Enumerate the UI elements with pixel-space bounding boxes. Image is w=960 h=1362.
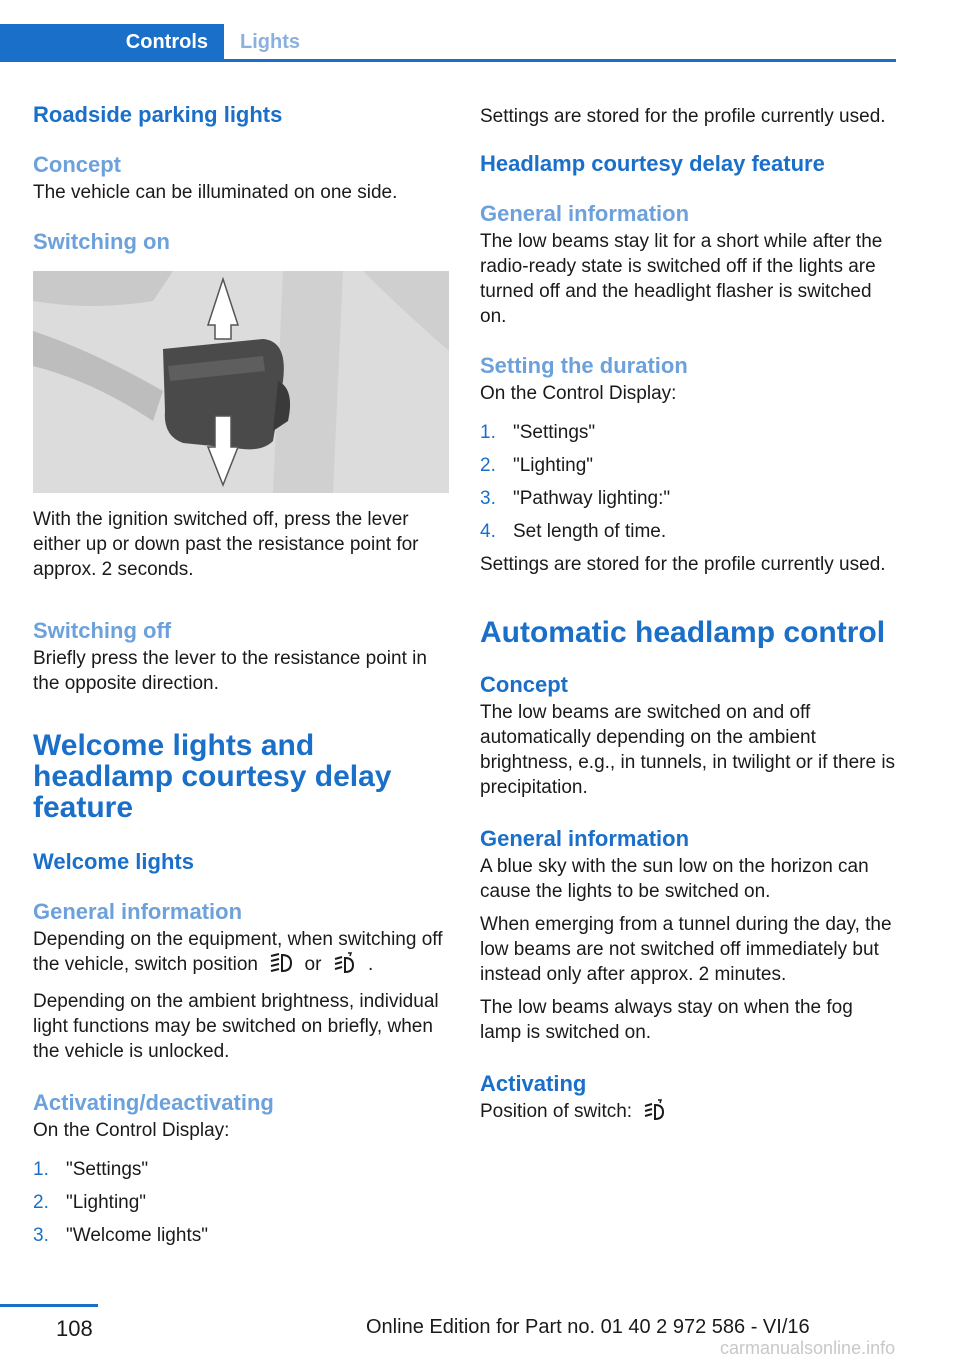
right-column bbox=[480, 100, 898, 1128]
general-info-text2: Depending on the ambient brightness, individual light functions may be switched on briefly, when the vehicle is unlocked. bbox=[33, 991, 439, 1062]
general-info-text-end: . bbox=[367, 954, 374, 975]
auto-headlight-icon bbox=[333, 952, 357, 981]
tab-lights[interactable]: Lights bbox=[240, 30, 300, 53]
switching-off-text: Briefly press the lever to the resistance point in the opposite direction. bbox=[33, 648, 427, 694]
auto-headlight-icon bbox=[643, 1099, 667, 1128]
concept-title-right: Concept bbox=[480, 672, 568, 697]
page-number: 108 bbox=[56, 1316, 93, 1341]
welcome-section-title: Welcome lights and headlamp courtesy delay feature bbox=[33, 729, 392, 824]
activating-text-label: Position of switch: bbox=[480, 1101, 633, 1122]
list-item bbox=[480, 453, 898, 478]
general-info-title-right: General information bbox=[480, 201, 690, 226]
general-info-text-a: Depending on the equipment, when switching off the vehicle, switch position bbox=[33, 929, 443, 975]
concept-text: The vehicle can be illuminated on one side. bbox=[33, 182, 398, 203]
step-number: 2. bbox=[33, 1192, 49, 1213]
duration-title: Setting the duration bbox=[480, 353, 688, 378]
left-column bbox=[33, 100, 449, 1256]
step-number: 1. bbox=[480, 422, 496, 443]
general-info2-p1: A blue sky with the sun low on the horizon can cause the lights to be switched on. bbox=[480, 856, 869, 902]
watermark: carmanualsonline.info bbox=[720, 1338, 896, 1358]
step-number: 1. bbox=[33, 1159, 49, 1180]
lever-illustration bbox=[33, 271, 449, 493]
general-info2-title: General information bbox=[480, 826, 690, 851]
step-number: 3. bbox=[33, 1225, 49, 1246]
list-item bbox=[33, 1223, 449, 1248]
duration-text: On the Control Display: bbox=[480, 383, 677, 404]
settings-stored-2: Settings are stored for the profile currently used. bbox=[480, 554, 886, 575]
left-steps-list bbox=[33, 1157, 449, 1248]
step-text: "Settings" bbox=[513, 422, 596, 443]
general-info-text bbox=[33, 927, 449, 981]
step-text: "Lighting" bbox=[66, 1192, 147, 1213]
general-info2-p2: When emerging from a tunnel during the day, the low beams are not switched off immediately but instead only after approx. 2 minutes. bbox=[480, 914, 892, 985]
footer-rule bbox=[0, 1304, 98, 1307]
step-number: 2. bbox=[480, 455, 496, 476]
auto-title: Automatic headlamp control bbox=[480, 616, 886, 649]
list-item bbox=[480, 486, 898, 511]
tab-controls[interactable]: Controls bbox=[0, 24, 224, 60]
step-text: "Settings" bbox=[66, 1159, 149, 1180]
step-text: "Welcome lights" bbox=[66, 1225, 208, 1246]
activating-title-right: Activating bbox=[480, 1071, 587, 1096]
switching-on-text: With the ignition switched off, press the lever either up or down past the resistance point for approx. 2 seconds. bbox=[33, 509, 419, 580]
concept-text-right: The low beams are switched on and off automatically depending on the ambient brightness, e.g., in tunnels, in twilight or if there is precipitation. bbox=[480, 702, 896, 798]
settings-stored-1: Settings are stored for the profile currently used. bbox=[480, 106, 886, 127]
edition-text: Online Edition for Part no. 01 40 2 972 586 - VI/16 bbox=[366, 1316, 810, 1338]
general-info-text-right: The low beams stay lit for a short while after the radio-ready state is switched off if the lights are turned off and the headlight flasher is switched on. bbox=[480, 231, 883, 327]
general-info-text-or: or bbox=[304, 954, 322, 975]
roadside-title: Roadside parking lights bbox=[33, 102, 283, 127]
welcome-lights-title: Welcome lights bbox=[33, 849, 194, 874]
list-item bbox=[480, 519, 898, 544]
general-info2-p3: The low beams always stay on when the fog lamp is switched on. bbox=[480, 997, 853, 1043]
list-item bbox=[33, 1157, 449, 1182]
right-steps-list bbox=[480, 420, 898, 544]
step-number: 4. bbox=[480, 521, 496, 542]
step-text: "Pathway lighting:" bbox=[513, 488, 671, 509]
activating-title: Activating/deactivating bbox=[33, 1090, 274, 1115]
step-text: "Lighting" bbox=[513, 455, 594, 476]
general-info-title: General information bbox=[33, 899, 243, 924]
list-item bbox=[33, 1190, 449, 1215]
courtesy-title: Headlamp courtesy delay feature bbox=[480, 151, 825, 176]
activating-text: On the Control Display: bbox=[33, 1120, 230, 1141]
switching-off-title: Switching off bbox=[33, 618, 172, 643]
step-text: Set length of time. bbox=[513, 521, 667, 542]
header-tabbar bbox=[0, 24, 896, 62]
activating-text-right bbox=[480, 1099, 898, 1128]
switching-on-title: Switching on bbox=[33, 229, 170, 254]
low-beam-icon bbox=[269, 952, 293, 981]
concept-title: Concept bbox=[33, 152, 121, 177]
lever-diagram bbox=[33, 271, 449, 493]
list-item bbox=[480, 420, 898, 445]
step-number: 3. bbox=[480, 488, 496, 509]
